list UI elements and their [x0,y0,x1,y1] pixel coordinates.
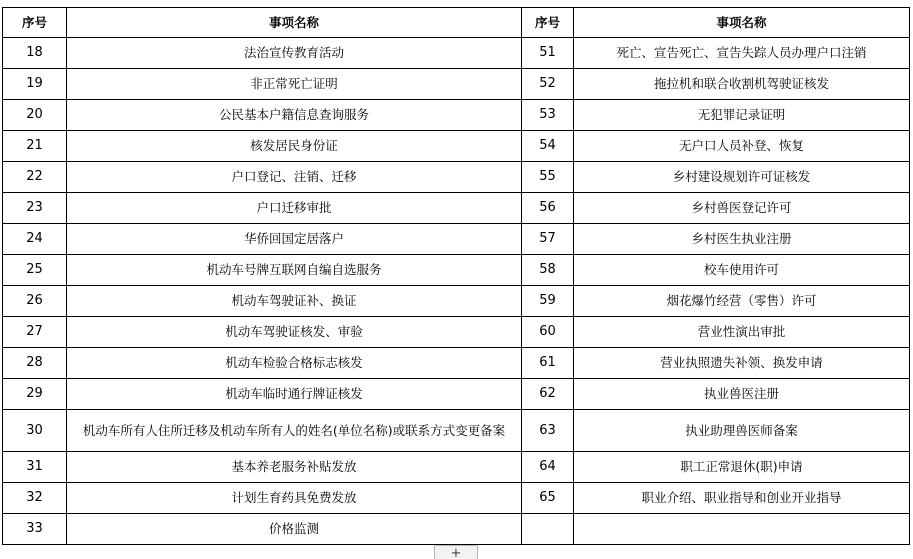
seq-left-cell: 19 [3,69,67,100]
item-name-left-cell: 价格监测 [67,514,522,545]
seq-left-cell: 18 [3,38,67,69]
service-items-table [2,7,910,545]
item-name-right-cell: 乡村建设规划许可证核发 [574,162,910,193]
header-name-right: 事项名称 [574,8,910,38]
table-row [3,317,910,348]
table-row [3,514,910,545]
seq-right-cell: 59 [522,286,574,317]
seq-right-cell: 51 [522,38,574,69]
seq-left-cell: 32 [3,483,67,514]
seq-left-cell: 31 [3,452,67,483]
seq-left-cell: 23 [3,193,67,224]
table-row [3,255,910,286]
table-row [3,483,910,514]
item-name-left-cell: 户口登记、注销、迁移 [67,162,522,193]
seq-right-cell: 52 [522,69,574,100]
add-sheet-button[interactable]: + [434,545,478,559]
item-name-left-cell: 机动车驾驶证核发、审验 [67,317,522,348]
item-name-right-cell: 营业执照遗失补领、换发申请 [574,348,910,379]
table-row [3,286,910,317]
table-row [3,162,910,193]
item-name-left-cell: 机动车临时通行牌证核发 [67,379,522,410]
seq-right-cell: 55 [522,162,574,193]
item-name-left-cell: 机动车号牌互联网自编自选服务 [67,255,522,286]
item-name-left-cell: 基本养老服务补贴发放 [67,452,522,483]
seq-left-cell: 27 [3,317,67,348]
item-name-right-cell: 乡村医生执业注册 [574,224,910,255]
seq-left-cell: 30 [3,410,67,452]
seq-right-cell: 63 [522,410,574,452]
item-name-right-cell: 职业介绍、职业指导和创业开业指导 [574,483,910,514]
header-name-left: 事项名称 [67,8,522,38]
seq-right-cell: 54 [522,131,574,162]
table-body [3,38,910,545]
item-name-left-cell: 户口迁移审批 [67,193,522,224]
item-name-left-cell: 机动车驾驶证补、换证 [67,286,522,317]
seq-right-cell: 62 [522,379,574,410]
header-seq-left: 序号 [3,8,67,38]
item-name-right-cell [574,514,910,545]
item-name-left-cell: 核发居民身份证 [67,131,522,162]
item-name-right-cell: 职工正常退休(职)申请 [574,452,910,483]
table-row [3,410,910,452]
table-row [3,38,910,69]
item-name-right-cell: 无犯罪记录证明 [574,100,910,131]
seq-left-cell: 22 [3,162,67,193]
table-row [3,452,910,483]
seq-left-cell: 25 [3,255,67,286]
item-name-right-cell: 校车使用许可 [574,255,910,286]
seq-left-cell: 26 [3,286,67,317]
item-name-right-cell: 营业性演出审批 [574,317,910,348]
seq-left-cell: 28 [3,348,67,379]
seq-right-cell [522,514,574,545]
table-row [3,224,910,255]
header-seq-right: 序号 [522,8,574,38]
seq-right-cell: 53 [522,100,574,131]
seq-right-cell: 64 [522,452,574,483]
item-name-left-cell: 计划生育药具免费发放 [67,483,522,514]
seq-right-cell: 65 [522,483,574,514]
item-name-right-cell: 执业助理兽医师备案 [574,410,910,452]
item-name-left-cell: 法治宣传教育活动 [67,38,522,69]
item-name-right-cell: 烟花爆竹经营（零售）许可 [574,286,910,317]
table-row [3,131,910,162]
table-row [3,100,910,131]
seq-right-cell: 60 [522,317,574,348]
seq-left-cell: 33 [3,514,67,545]
item-name-right-cell: 拖拉机和联合收割机驾驶证核发 [574,69,910,100]
seq-left-cell: 21 [3,131,67,162]
table-row [3,348,910,379]
seq-right-cell: 58 [522,255,574,286]
seq-right-cell: 56 [522,193,574,224]
table-row [3,69,910,100]
seq-right-cell: 61 [522,348,574,379]
service-items-table-container [2,7,910,545]
seq-right-cell: 57 [522,224,574,255]
table-row [3,379,910,410]
seq-left-cell: 20 [3,100,67,131]
item-name-right-cell: 执业兽医注册 [574,379,910,410]
item-name-left-cell: 华侨回国定居落户 [67,224,522,255]
item-name-right-cell: 无户口人员补登、恢复 [574,131,910,162]
table-header-row [3,8,910,38]
item-name-left-cell: 公民基本户籍信息查询服务 [67,100,522,131]
item-name-left-cell: 机动车检验合格标志核发 [67,348,522,379]
item-name-left-cell: 非正常死亡证明 [67,69,522,100]
item-name-left-cell: 机动车所有人住所迁移及机动车所有人的姓名(单位名称)或联系方式变更备案 [67,410,522,452]
item-name-right-cell: 乡村兽医登记许可 [574,193,910,224]
seq-left-cell: 24 [3,224,67,255]
seq-left-cell: 29 [3,379,67,410]
table-row [3,193,910,224]
item-name-right-cell: 死亡、宣告死亡、宣告失踪人员办理户口注销 [574,38,910,69]
